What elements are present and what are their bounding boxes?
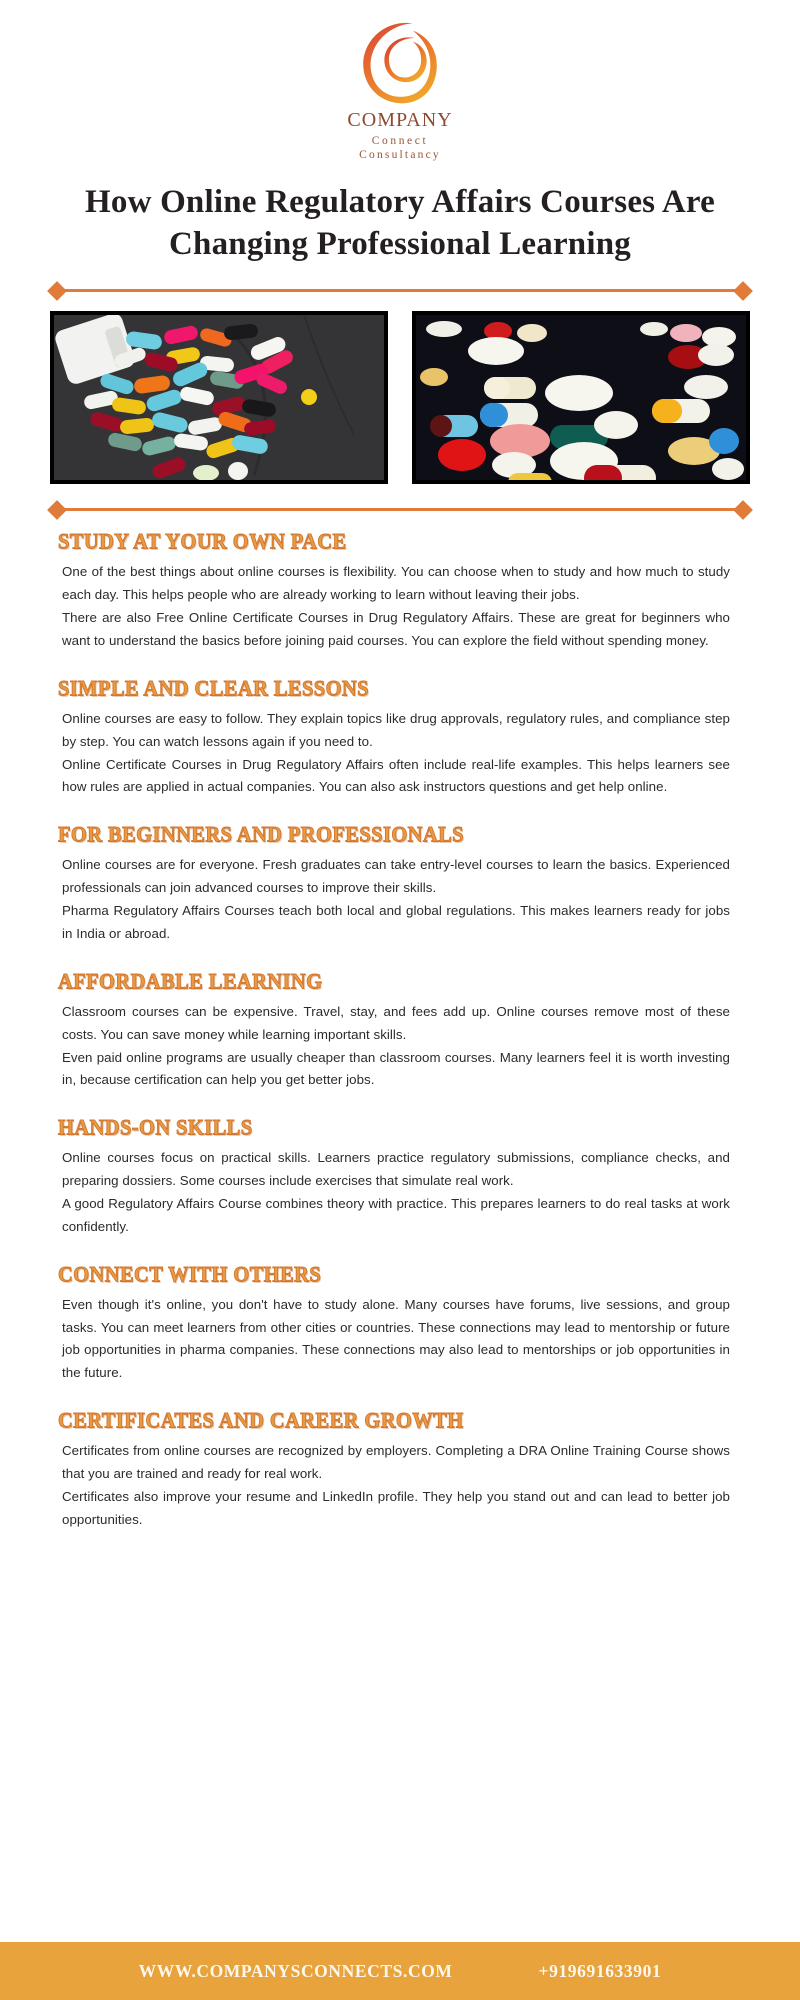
section-heading: CONNECT WITH OTHERS	[58, 1262, 322, 1287]
section-body	[62, 561, 730, 652]
footer-bar	[0, 1942, 800, 2000]
paragraph: One of the best things about online courses is flexibility. You can choose when to study and how much to study each day. This helps people who are already working to learn without leaving their jobs.	[62, 564, 730, 603]
section-simple-and-clear-lessons	[50, 679, 750, 799]
divider-bottom	[50, 502, 750, 516]
section-certificates-and-career-growth	[50, 1411, 750, 1531]
section-body	[62, 708, 730, 799]
divider-top	[50, 283, 750, 297]
brand-logo	[0, 14, 800, 161]
section-heading: FOR BEGINNERS AND PROFESSIONALS	[58, 823, 464, 848]
section-body	[62, 854, 730, 945]
section-heading: SIMPLE AND CLEAR LESSONS	[58, 677, 369, 701]
paragraph: Classroom courses can be expensive. Travel, stay, and fees add up. Online courses remove most of these costs. You can save money while learning important skills.	[62, 1003, 730, 1042]
image-row	[50, 311, 750, 484]
swirl-circle-logo-icon	[354, 14, 446, 108]
section-hands-on-skills	[50, 1118, 750, 1238]
page-title: How Online Regulatory Affairs Courses Are Changing Professional Learning	[85, 184, 715, 263]
brand-line3: Consultancy	[359, 149, 441, 161]
photo-capsules	[50, 311, 388, 484]
section-study-at-your-own-pace	[50, 532, 750, 652]
section-affordable-learning	[50, 969, 750, 1092]
section-for-beginners-and-professionals	[50, 825, 750, 945]
section-body	[62, 1147, 730, 1238]
paragraph: Certificates also improve your resume and LinkedIn profile. They help you stand out and can lead to better job opportunities.	[62, 1488, 730, 1527]
footer-website[interactable]: WWW.COMPANYSCONNECTS.COM	[138, 1960, 453, 1981]
paragraph: Even though it's online, you don't have to study alone. Many courses have forums, live sessions, and group tasks. You can meet learners from other cities or countries. These connections may lead to mentorship or future job opportunities in pharma companies. These connections may also lead to mentorships or job opportunities in the future.	[62, 1296, 730, 1381]
paragraph: Online courses focus on practical skills. Learners practice regulatory submissions, compliance checks, and preparing dossiers. Some courses include exercises that simulate real work.	[62, 1150, 730, 1189]
section-heading: HANDS-ON SKILLS	[58, 1116, 253, 1141]
tablets-illustration-icon	[416, 315, 746, 480]
paragraph: There are also Free Online Certificate Courses in Drug Regulatory Affairs. These are great for beginners who want to understand the basics before joining paid courses. You can explore the field without spending money.	[62, 610, 730, 649]
section-body	[62, 1440, 730, 1531]
paragraph: Even paid online programs are usually cheaper than classroom courses. Many learners feel it is worth investing in, because certification can help you get better jobs.	[62, 1049, 730, 1088]
paragraph: Online Certificate Courses in Drug Regulatory Affairs often include real-life examples. This helps learners see how rules are applied in actual companies. You can also ask instructors questions and get help online.	[62, 756, 730, 795]
paragraph: Online courses are easy to follow. They explain topics like drug approvals, regulatory rules, and compliance step by step. You can watch lessons again if you need to.	[62, 710, 730, 749]
capsules-illustration-icon	[54, 315, 384, 480]
section-heading: STUDY AT YOUR OWN PACE	[58, 530, 347, 555]
paragraph: Pharma Regulatory Affairs Courses teach both local and global regulations. This makes learners ready for jobs in India or abroad.	[62, 903, 730, 941]
divider-bar	[57, 508, 743, 511]
section-heading: CERTIFICATES AND CAREER GROWTH	[58, 1409, 464, 1434]
content-sections	[50, 516, 750, 2000]
footer-phone[interactable]: +919691633901	[538, 1960, 662, 1981]
paragraph: Online courses are for everyone. Fresh graduates can take entry-level courses to learn the basics. Experienced professionals can join advanced courses to improve their skills.	[62, 857, 730, 896]
diamond-right-icon	[733, 281, 753, 301]
section-body	[62, 1294, 730, 1385]
brand-name: COMPANY	[347, 109, 453, 131]
divider-bar	[57, 289, 743, 292]
paragraph: A good Regulatory Affairs Course combines theory with practice. This prepares learners to do real tasks at work confidently.	[62, 1195, 730, 1234]
paragraph: Certificates from online courses are recognized by employers. Completing a DRA Online Training Course shows that you are trained and ready for real work.	[62, 1443, 730, 1481]
section-body	[62, 1001, 730, 1092]
brand-line2: Connect	[371, 135, 429, 147]
section-connect-with-others	[50, 1262, 750, 1385]
section-heading: AFFORDABLE LEARNING	[58, 969, 323, 994]
photo-tablets	[412, 311, 750, 484]
